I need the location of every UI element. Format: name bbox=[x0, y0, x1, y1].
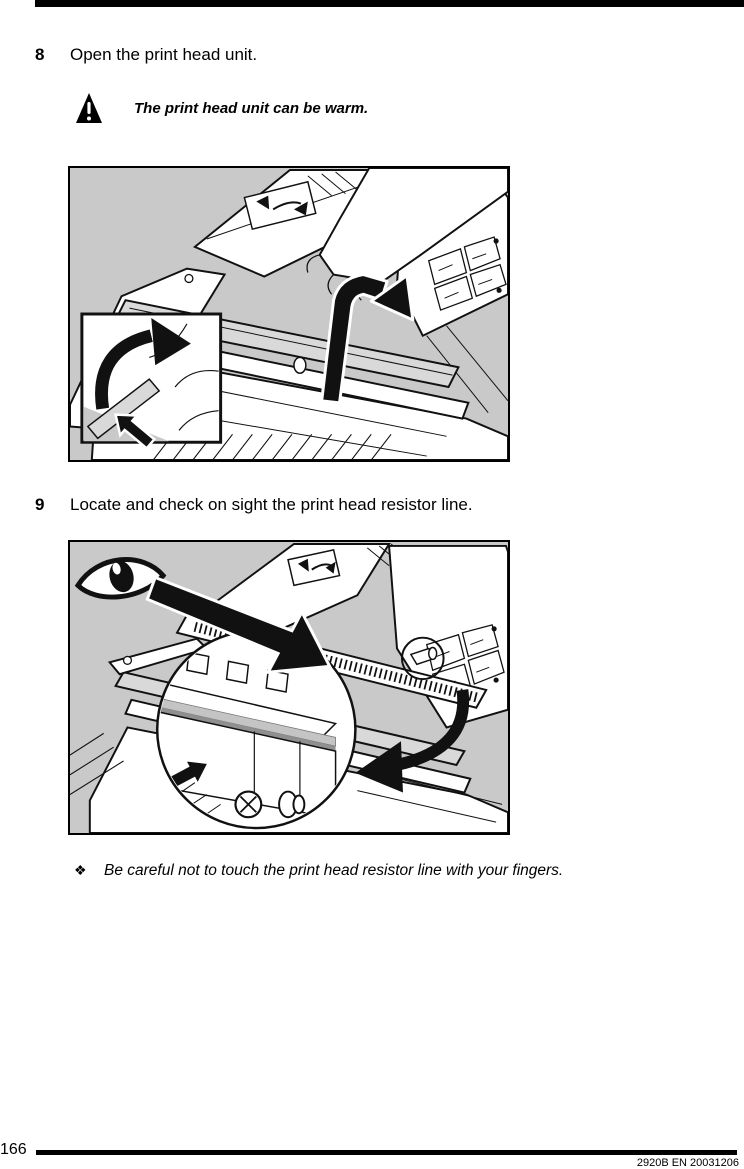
warning-text: The print head unit can be warm. bbox=[134, 100, 369, 117]
figure-open-print-head-unit bbox=[68, 166, 510, 462]
footer-rule bbox=[36, 1150, 737, 1155]
top-rule bbox=[35, 0, 744, 7]
step-9 bbox=[35, 495, 473, 515]
step-number: 9 bbox=[35, 495, 45, 514]
resistor-line-illustration bbox=[70, 542, 508, 833]
step-8 bbox=[35, 45, 257, 65]
open-print-head-illustration bbox=[70, 168, 508, 460]
warning-triangle-icon bbox=[75, 92, 103, 125]
note-row bbox=[74, 862, 563, 880]
figure-print-head-resistor-line bbox=[68, 540, 510, 835]
footer-page-number: 166 bbox=[0, 1141, 27, 1158]
note-text: Be careful not to touch the print head resistor line with your fingers. bbox=[104, 862, 564, 879]
step-text: Locate and check on sight the print head resistor line. bbox=[70, 495, 473, 514]
warning-row bbox=[75, 92, 368, 125]
diamond-bullet-icon: ❖ bbox=[74, 862, 87, 878]
inset-detail-box bbox=[82, 314, 221, 454]
step-number: 8 bbox=[35, 45, 45, 64]
step-text: Open the print head unit. bbox=[70, 45, 258, 64]
footer-doc-code: 2920B EN 20031206 bbox=[636, 1157, 739, 1169]
